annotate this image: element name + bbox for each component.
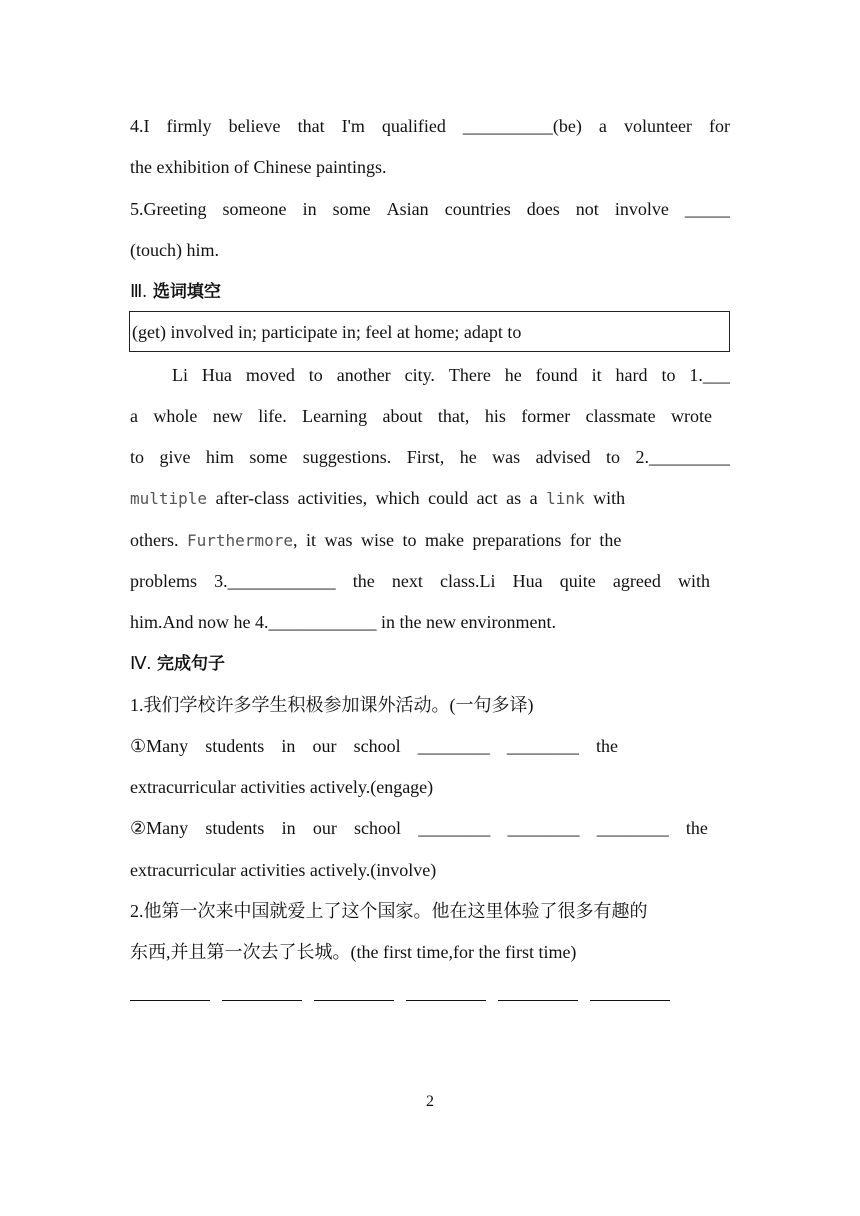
word: ________ <box>596 818 669 838</box>
word: ①Many <box>130 736 189 756</box>
word: with <box>677 571 710 591</box>
word: some <box>249 447 288 467</box>
passage-line-4-text-b: with <box>593 488 626 508</box>
word: a <box>130 406 138 426</box>
word: him <box>205 447 234 467</box>
word: ________ <box>418 818 491 838</box>
word: the <box>352 571 375 591</box>
word: _____ <box>684 199 730 219</box>
q1-prompt: 1.我们学校许多学生积极参加课外活动。(一句多译) <box>130 695 534 715</box>
word: moved <box>245 365 295 385</box>
word: our <box>312 818 337 838</box>
word: 2._________ <box>635 447 730 467</box>
word: school <box>353 736 401 756</box>
word: ________ <box>417 736 490 756</box>
word: quite <box>559 571 596 591</box>
word: There <box>448 365 491 385</box>
word: his <box>484 406 506 426</box>
word: give <box>159 447 191 467</box>
q1a-line-2: extracurricular activities actively.(engage) <box>130 777 434 797</box>
word: to <box>130 447 145 467</box>
section-4-title: 完成句子 <box>157 654 226 674</box>
word: does <box>526 199 560 219</box>
word: another <box>336 365 391 385</box>
word: volunteer <box>623 116 692 136</box>
answer-blank[interactable] <box>222 986 302 1001</box>
word: First, <box>406 447 445 467</box>
word: believe <box>228 116 281 136</box>
word: the <box>685 818 708 838</box>
word: he <box>504 365 522 385</box>
word: to <box>605 447 620 467</box>
word: __________(be) <box>462 116 582 136</box>
q5-line-1 <box>130 195 730 223</box>
word: it <box>591 365 602 385</box>
section-3-title: 选词填空 <box>152 282 221 302</box>
answer-blank[interactable] <box>406 986 486 1001</box>
answer-blank[interactable] <box>498 986 578 1001</box>
word-furthermore: Furthermore <box>187 531 293 550</box>
word: in <box>281 736 296 756</box>
passage-line-1 <box>172 361 730 389</box>
word: hard <box>615 365 648 385</box>
section-3-heading <box>130 277 730 305</box>
word: next <box>391 571 423 591</box>
word: was <box>492 447 521 467</box>
word-multiple: multiple <box>130 489 208 508</box>
page-number: 2 <box>426 1093 434 1110</box>
answer-blank[interactable] <box>130 986 210 1001</box>
word: wrote <box>671 406 712 426</box>
word: 1.___ <box>689 365 730 385</box>
word: to <box>661 365 676 385</box>
word: 5.Greeting <box>130 199 207 219</box>
word: class.Li <box>440 571 496 591</box>
word: Hua <box>512 571 543 591</box>
word: new <box>212 406 243 426</box>
passage-line-5-text-b: , it was wise to make preparations for the <box>292 530 622 550</box>
word: Li <box>172 365 188 385</box>
passage-line-4-text-a: after-class activities, which could act as a <box>215 488 538 508</box>
word: in <box>302 199 317 219</box>
word: countries <box>444 199 511 219</box>
q1b-line-2: extracurricular activities actively.(involve) <box>130 860 437 880</box>
section-4-heading <box>130 649 730 677</box>
word: Asian <box>386 199 429 219</box>
word: 4.I <box>130 116 150 136</box>
section-4-numeral: Ⅳ. <box>130 653 152 673</box>
word: that <box>297 116 325 136</box>
answer-blank[interactable] <box>590 986 670 1001</box>
word: ________ <box>506 736 579 756</box>
word: found <box>535 365 578 385</box>
answer-blanks <box>130 986 670 1001</box>
passage-line-4 <box>130 484 730 512</box>
word: advised <box>535 447 591 467</box>
passage-line-3 <box>130 443 730 471</box>
answer-blank[interactable] <box>314 986 394 1001</box>
word: city. <box>404 365 435 385</box>
passage-line-7: him.And now he 4.____________ in the new environment. <box>130 612 556 632</box>
q2-line-1: 2.他第一次来中国就爱上了这个国家。他在这里体验了很多有趣的 <box>130 901 648 921</box>
word: I'm <box>341 116 365 136</box>
word: the <box>595 736 618 756</box>
word: qualified <box>381 116 446 136</box>
word: someone <box>222 199 287 219</box>
word: suggestions. <box>302 447 392 467</box>
word: in <box>281 818 296 838</box>
q4-line-1 <box>130 112 730 140</box>
word: life. <box>258 406 287 426</box>
word: to <box>308 365 323 385</box>
word: ②Many <box>130 818 189 838</box>
word: former <box>521 406 571 426</box>
word: whole <box>153 406 198 426</box>
q2-line-2: 东西,并且第一次去了长城。(the first time,for the first time) <box>130 942 577 962</box>
section-3-numeral: Ⅲ. <box>130 281 147 301</box>
word: ________ <box>507 818 580 838</box>
word-bank-text: (get) involved in; participate in; feel at home; adapt to <box>132 322 522 342</box>
word: school <box>354 818 402 838</box>
word: students <box>205 818 265 838</box>
q5-line-2: (touch) him. <box>130 240 219 260</box>
word: he <box>459 447 477 467</box>
q1a-line-1 <box>130 732 618 760</box>
word: classmate <box>585 406 656 426</box>
word: a <box>598 116 607 136</box>
word: for <box>708 116 730 136</box>
word: problems <box>130 571 197 591</box>
word-link: link <box>546 489 585 508</box>
passage-line-5 <box>130 526 730 554</box>
word: our <box>312 736 337 756</box>
word: about <box>382 406 423 426</box>
word: some <box>332 199 371 219</box>
q4-line-2: the exhibition of Chinese paintings. <box>130 157 387 177</box>
q1b-line-1 <box>130 814 708 842</box>
word: Hua <box>201 365 232 385</box>
word: agreed <box>612 571 661 591</box>
passage-line-6 <box>130 567 710 595</box>
word: that, <box>437 406 470 426</box>
word: Learning <box>302 406 368 426</box>
word: not <box>575 199 599 219</box>
passage-line-5-text-a: others. <box>130 530 179 550</box>
passage-line-2 <box>130 402 712 430</box>
word-bank-box <box>129 311 730 352</box>
word: firmly <box>166 116 212 136</box>
word: students <box>205 736 265 756</box>
word: involve <box>614 199 669 219</box>
word: 3.____________ <box>214 571 336 591</box>
